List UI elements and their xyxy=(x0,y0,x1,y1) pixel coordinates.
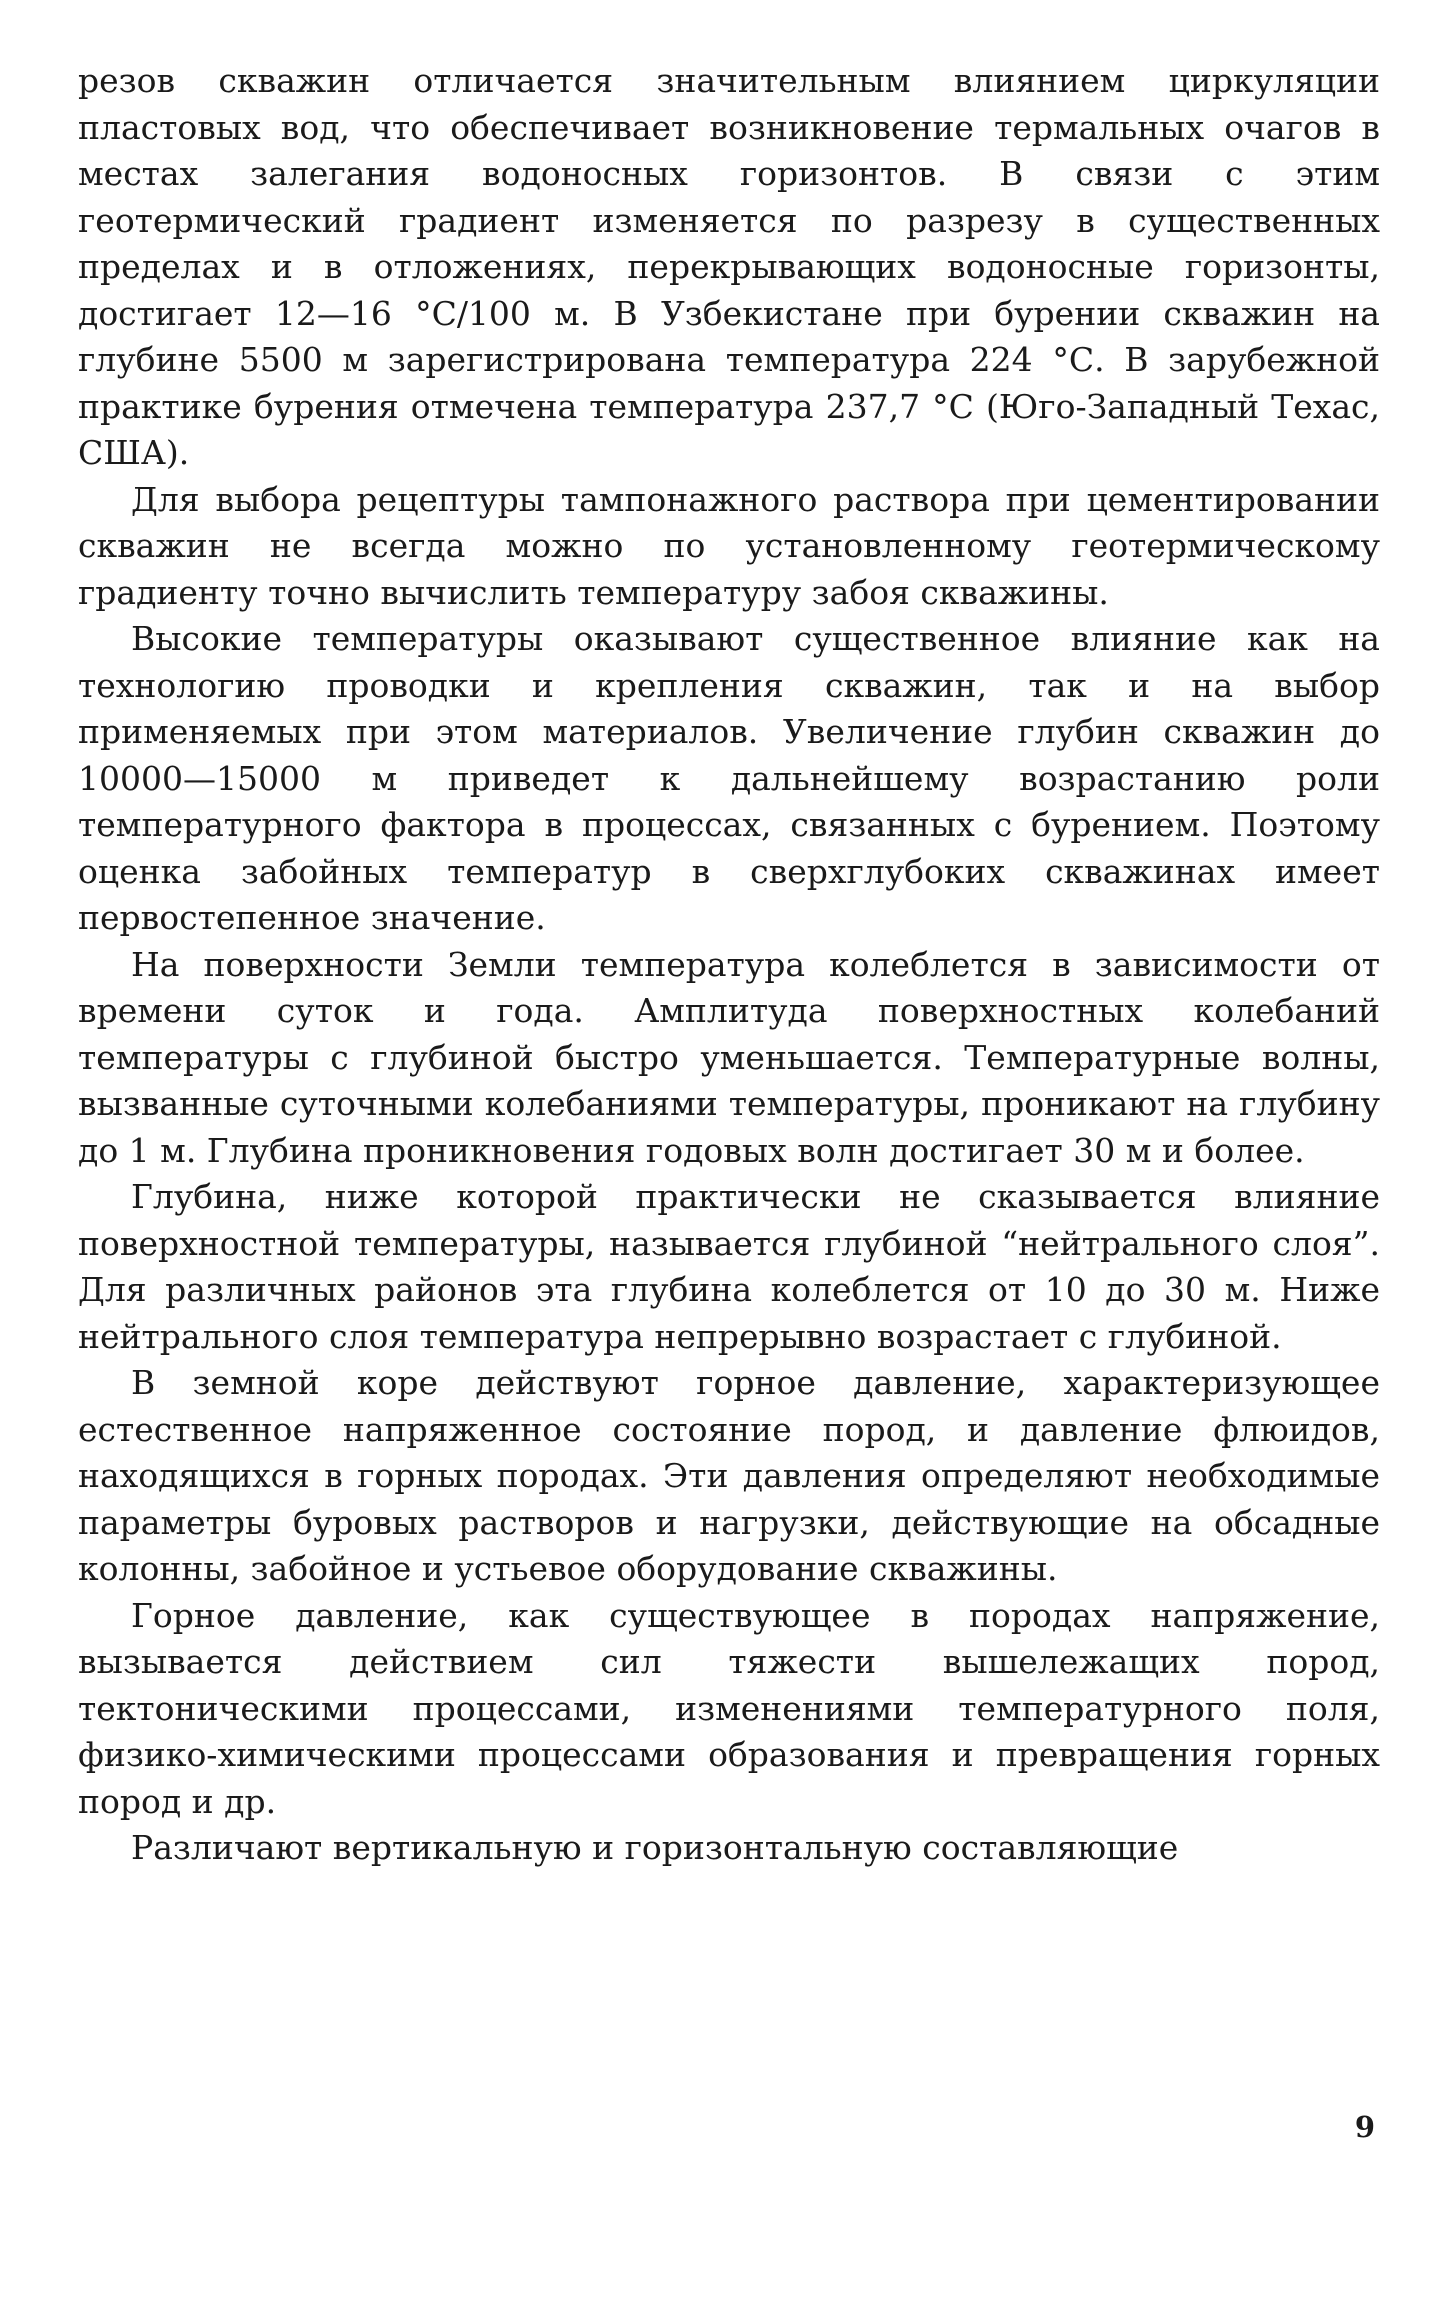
page-number: 9 xyxy=(1354,2110,1375,2144)
paragraph: Глубина, ниже которой практически не сказывается влияние поверхностной температуры, называется глубиной “нейтрального слоя”. Для различных районов эта глубина колеблется от 10 до 30 м. Ниже нейтрального слоя температура непрерывно возрастает с глубиной. xyxy=(78,1177,1380,1356)
paragraph: Различают вертикальную и горизонтальную составляющие xyxy=(131,1828,1179,1867)
paragraph: Для выбора рецептуры тампонажного раствора при цементировании скважин не всегда можно по установленному геотермическому градиенту точно вычислить температуру забоя скважины. xyxy=(78,479,1380,612)
paragraph: Высокие температуры оказывают существенное влияние как на технологию проводки и крепления скважин, так и на выбор применяемых при этом материалов. Увеличение глубин скважин до 10000—15000 м приведет к дальнейшему возрастанию роли температурного фактора в процессах, связанных с бурением. Поэтому оценка забойных температур в сверхглубоких скважинах имеет первостепенное значение. xyxy=(78,619,1380,937)
paragraph: В земной коре действуют горное давление, характеризующее естественное напряженное состояние пород, и давление флюидов, находящихся в горных породах. Эти давления определяют необходимые параметры буровых растворов и нагрузки, действующие на обсадные колонны, забойное и устьевое оборудование скважины. xyxy=(78,1363,1380,1588)
paragraph: На поверхности Земли температура колеблется в зависимости от времени суток и года. Амплитуда поверхностных колебаний температуры с глубиной быстро уменьшается. Температурные волны, вызванные суточными колебаниями температуры, проникают на глубину до 1 м. Глубина проникновения годовых волн достигает 30 м и более. xyxy=(78,944,1380,1170)
paragraph-continued: резов скважин отличается значительным влиянием циркуляции пластовых вод, что обеспечивает возникновение термальных очагов в местах залегания водоносных горизонтов. В связи с этим геотермический градиент изменяется по разрезу в существенных пределах и в отложениях, перекрывающих водоносные горизонты, достигает 12—16 °С/100 м. В Узбекистане при бурении скважин на глубине 5500 м зарегистрирована температура 224 °С. В зарубежной практике бурения отмечена температура 237,7 °С (Юго-Западный Техас, США). xyxy=(78,61,1380,472)
page-body xyxy=(78,58,1380,1872)
paragraph: Горное давление, как существующее в породах напряжение, вызывается действием сил тяжести вышележащих пород, тектоническими процессами, изменениями температурного поля, физико-химическими процессами образования и превращения горных пород и др. xyxy=(78,1595,1380,1821)
